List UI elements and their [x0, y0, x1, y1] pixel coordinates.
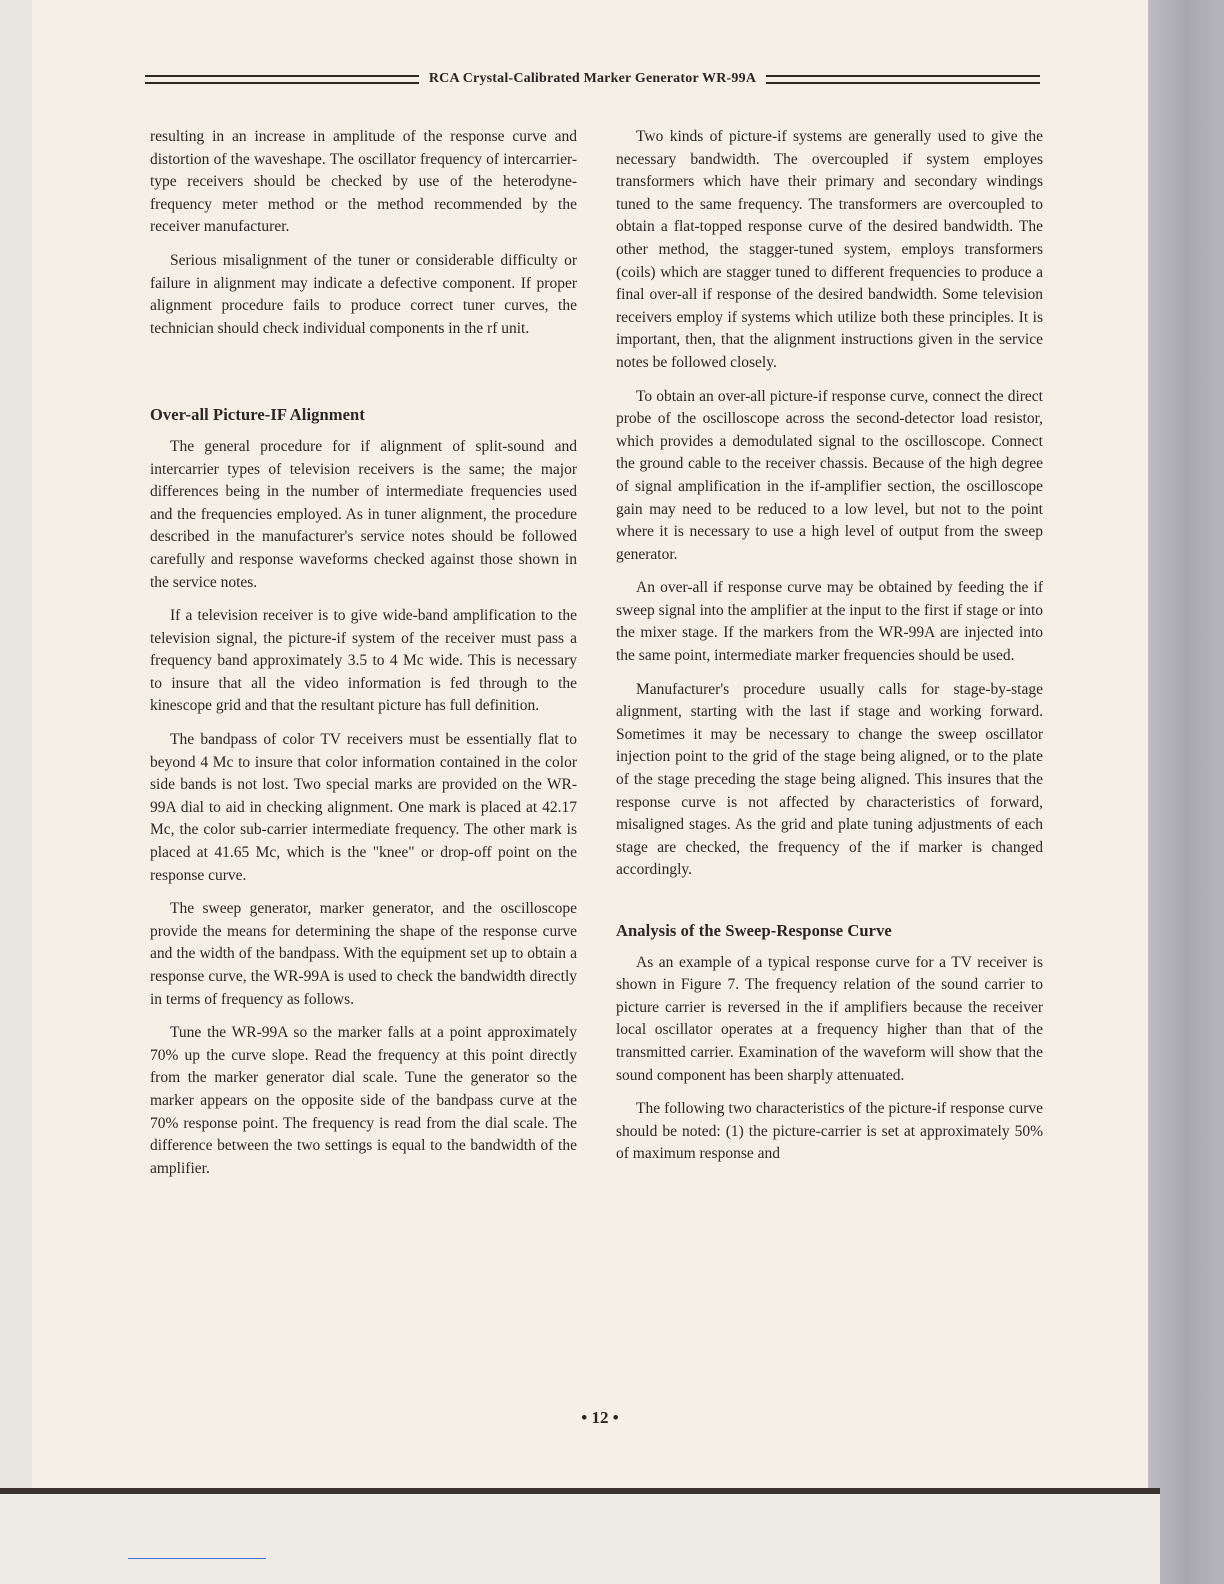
page-number: • 12 • — [581, 1408, 619, 1427]
paragraph: To obtain an over-all picture-if response curve, connect the direct probe of the oscilloscope across the second-detector load resistor, which provides a demodulated signal to the oscilloscope. Connect the ground cable to the receiver chassis. Because of the high degree of signal amplification in the if-amplifier section, the oscilloscope gain may need to be reduced to a low level, but not to the point where it is necessary to use a high level of output from the sweep generator. — [616, 387, 1043, 563]
paragraph: As an example of a typical response curve for a TV receiver is shown in Figure 7. The frequency relation of the sound carrier to picture carrier is reversed in the if amplifiers because the receiver local oscillator operates at a frequency higher than that of the transmitted carrier. Examination of the waveform will show that the sound component has been sharply attenuated. — [616, 953, 1043, 1084]
paragraph: Serious misalignment of the tuner or considerable difficulty or failure in alignment may indicate a defective component. If proper alignment procedure fails to produce correct tuner curves, the technician should check individual components in the rf unit. — [150, 251, 577, 337]
paragraph: Tune the WR-99A so the marker falls at a point approximately 70% up the curve slope. Read the frequency at this point directly from the marker generator dial scale. Tune the generator so the marker appears on the opposite side of the bandpass curve at the 70% response point. The frequency is read from the dial scale. The difference between the two settings is equal to the bandwidth of the amplifier. — [150, 1024, 577, 1177]
decorative-line — [128, 1558, 266, 1559]
section-heading: Analysis of the Sweep-Response Curve — [616, 921, 892, 940]
paragraph: resulting in an increase in amplitude of the response curve and distortion of the waveshape. The oscillator frequency of intercarrier-type receivers should be checked by use of the heterodyne-frequency meter method or the method recommended by the receiver manufacturer. — [150, 128, 577, 236]
paragraph: The general procedure for if alignment of split-sound and intercarrier types of television receivers is the same; the major differences being in the number of intermediate frequencies used and the frequencies employed. As in tuner alignment, the procedure described in the manufacturer's service notes should be followed carefully and response waveforms checked against those shown in the service notes. — [150, 437, 577, 591]
right-column — [616, 126, 1043, 1177]
paragraph: An over-all if response curve may be obtained by feeding the if sweep signal into the amplifier at the input to the first if stage or into the mixer stage. If the markers from the WR-99A are injected into the same point, intermediate marker frequencies should be used. — [616, 579, 1043, 665]
paragraph: The following two characteristics of the picture-if response curve should be noted: (1) the picture-carrier is set at approximately 50% of maximum response and — [616, 1100, 1043, 1163]
scan-background — [0, 1494, 1160, 1584]
scan-margin — [1148, 0, 1224, 1584]
paragraph: If a television receiver is to give wide-band amplification to the television signal, the picture-if system of the receiver must pass a frequency band approximately 3.5 to 4 Mc wide. This is necessary to insure that all the video information is fed through to the kinescope grid and that the resultant picture has full definition. — [150, 607, 577, 715]
header-title: RCA Crystal-Calibrated Marker Generator WR-99A — [428, 71, 757, 86]
header-rule-left — [145, 75, 419, 84]
section-heading: Over-all Picture-IF Alignment — [150, 405, 365, 425]
header-rule-right — [766, 75, 1040, 84]
paragraph: The bandpass of color TV receivers must be essentially flat to beyond 4 Mc to insure that color information contained in the color side bands is not lost. Two special marks are provided on the WR-99A dial to aid in checking alignment. One mark is placed at 42.17 Mc, the color sub-carrier intermediate frequency. The other mark is placed at 41.65 Mc, which is the "knee" or drop-off point on the response curve. — [150, 731, 577, 884]
running-header — [145, 68, 1040, 90]
paragraph: Two kinds of picture-if systems are generally used to give the necessary bandwidth. The overcoupled if system employes transformers which have their primary and secondary windings tuned to the same frequency. The transformers are overcoupled to obtain a flat-topped response curve of the desired bandwidth. The other method, the stagger-tuned system, employs transformers (coils) which are stagger tuned to different frequencies to produce a final over-all if response of the desired bandwidth. Some television receivers employ if systems which utilize both these principles. It is important, then, that the alignment instructions given in the service notes be followed closely. — [616, 128, 1043, 371]
paragraph: The sweep generator, marker generator, and the oscilloscope provide the means for determining the shape of the response curve and the width of the bandpass. With the equipment set up to obtain a response curve, the WR-99A is used to check the bandwidth directly in terms of frequency as follows. — [150, 900, 577, 1008]
left-column — [150, 126, 577, 1191]
paragraph: Manufacturer's procedure usually calls for stage-by-stage alignment, starting with the last if stage and working forward. Sometimes it may be necessary to change the sweep oscillator injection point to the grid of the stage being aligned, or to the plate of the stage preceding the stage being aligned. This insures that the response curve is not affected by characteristics of forward, misaligned stages. As the grid and plate tuning adjustments of each stage are checked, the frequency of the if marker is changed accordingly. — [616, 680, 1043, 879]
